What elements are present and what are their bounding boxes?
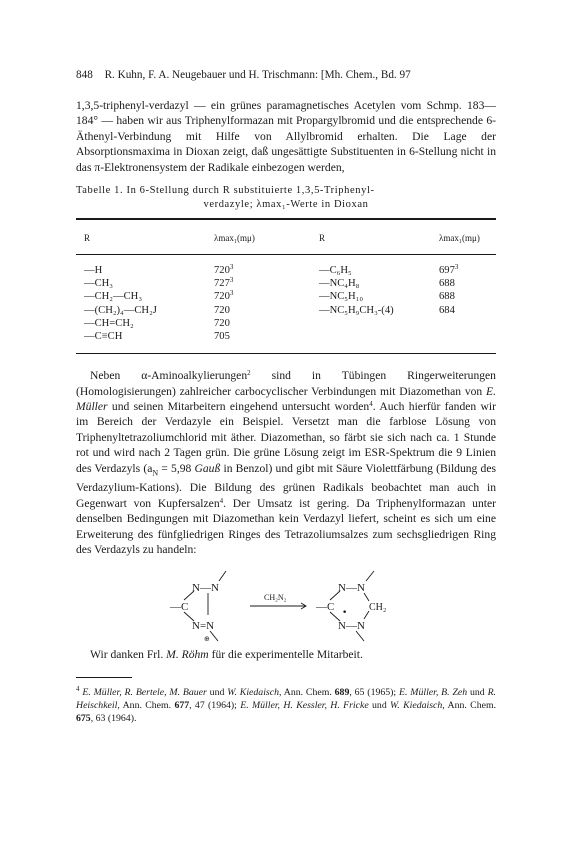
authors: W. Kiedaisch [227,686,279,698]
reference-mark: 3 [454,263,459,272]
text-run: , Ann. Chem. [117,699,175,711]
text-run: und [368,699,391,711]
lambda-cell-value: 720 [214,304,230,316]
text-run: , 63 (1964). [90,712,137,724]
text-run: . Der Umsatz ist gering. Da Triphenylformazan unter denselben Bedingungen mit Diazomethan kein Verdazyl liefert, scheint es sich um eine Erweiterung des fünfgliedrigen Ringes des Tetrazoliumsalzes zum sechsgliedrigen Ring des Verdazyls zu handeln: [76,496,496,557]
right-ch2: CH₂ [369,602,387,614]
substituent-cell [319,317,439,330]
substituent-cell-value: —CH₃ [84,278,114,290]
table-header-lambda2: λmax₁(mμ) [439,233,480,244]
person-name: M. Röhm [166,648,209,662]
substituent-cell-value: —(CH₂)₄—CH₂J [84,304,157,316]
text-run: für die experimentelle Mitarbeit. [208,648,363,662]
lambda-cell-value: 727 [214,278,230,290]
footnote-rule [76,677,132,678]
substituent-cell-value: —C≡CH [84,331,123,343]
table-caption-line2: verdazyle; λmax₁-Werte in Dioxan [203,199,369,211]
reference-mark: 3 [229,263,234,272]
text-run: sind in Tübingen Ringerweiterungen (Homologisierungen) zahlreicher carbocyclischer Verbindungen mit Diazomethan von [76,369,496,398]
text-run: und [206,686,228,698]
right-n-bottom: N—N [338,620,365,633]
right-c: —C [316,601,335,614]
substituent-cell [319,255,439,278]
lambda-cell [439,290,496,303]
reaction-scheme-drawing [76,569,496,647]
reaction-scheme [76,569,496,647]
substituent-cell [319,290,439,303]
reference-mark: 3 [229,276,234,285]
reference-mark: 2 [247,369,251,378]
substituent-cell [76,330,214,354]
reference-mark: 3 [229,289,234,298]
page [76,68,496,725]
text-run: , 47 (1964); [189,699,241,711]
lambda-cell [439,304,496,317]
authors: E. Müller, R. Bertele, M. Bauer [82,686,207,698]
left-c: —C [170,601,189,614]
text-run: . Auch hierfür fanden wir im Bereich der Verdazyle ein Beispiel. Versetzt man die farblose Lösung von Triphenyltetrazoliumchlorid mit äther. Diazomethan, so färbt sie sich nach ca. 1 Stunde rot und wird nach 2 Tagen grün. Die grüne Lösung zeigt im ESR-Spektrum die 9 Linien des Verdazyls (a [76,400,496,475]
lambda-cell-value: 697 [439,265,455,277]
substituent-cell [319,330,439,354]
subscript: N [152,468,159,477]
lambda-cell-value: 705 [214,331,230,343]
text-run: und seinen Mitarbeitern eingehend untersucht worden [107,400,370,414]
text-run: Neben α-Aminoalkylierungen [90,369,248,383]
substituent-cell [319,277,439,290]
authors: E. Müller, B. Zeh [399,686,468,698]
table-caption [76,184,496,212]
lambda-cell-value: 720 [214,265,230,277]
running-header [76,68,496,82]
reference-mark: 4 [219,496,224,505]
table-row [76,317,496,330]
table-row [76,277,496,290]
substituent-cell-value: —C₆H₅ [319,265,352,277]
running-title: R. Kuhn, F. A. Neugebauer und H. Trischmann: [Mh. Chem., Bd. 97 [104,69,411,81]
right-n-top: N—N [338,582,365,595]
radical-dot: • [342,608,348,619]
text-run: und [467,686,488,698]
table-row [76,290,496,303]
lambda-cell-value: 688 [439,291,455,303]
unit-name: Gauß [194,461,221,475]
substituent-cell-value: —NC₄H₈ [319,278,360,290]
acknowledgement [76,647,496,662]
authors: W. Kiedaisch [390,699,443,711]
left-n-bottom: N=N [192,620,215,633]
table-header-r2: R [319,233,326,244]
table-row [76,304,496,317]
lambda-cell [214,255,319,278]
authors: E. Müller, H. Kessler, H. Fricke [240,699,369,711]
lambda-cell [439,277,496,290]
lambda-cell [439,317,496,330]
lambda-cell-value: 720 [214,291,230,303]
lambda-cell-value: 720 [214,317,230,329]
text-run: , Ann. Chem. [442,699,497,711]
footnote-4 [76,686,496,725]
substituent-cell-value: —NC₅H₁₀ [319,291,364,303]
lambda-cell [214,304,319,317]
author-name: E. Müller [76,384,496,414]
substituent-cell [76,290,214,303]
homologation-paragraph [76,368,496,557]
substituent-cell [76,255,214,278]
lambda-cell-value: 688 [439,278,455,290]
substituent-cell [76,277,214,290]
lambda-cell [439,255,496,278]
table-row [76,330,496,354]
table-caption-line1: Tabelle 1. In 6-Stellung durch R substituierte 1,3,5-Triphenyl- [76,185,375,197]
table-header-r1: R [84,233,91,244]
substituent-cell-value: —CH=CH₂ [84,317,134,329]
left-positive-charge: ⊕ [204,635,210,644]
lambda-cell [439,330,496,354]
substituent-cell-value: —CH₂—CH₃ [84,291,143,303]
text-run: = 5,98 [158,461,195,475]
substituent-cell-value: —H [84,265,103,277]
substituent-cell-value: —NC₅H₉CH₃-(4) [319,304,394,316]
text-run: Wir danken Frl. [90,648,167,662]
volume: 675 [76,712,91,724]
lambda-cell [214,290,319,303]
lambda-cell-value: 684 [439,304,455,316]
reaction-arrow [250,603,306,609]
substituent-cell [319,304,439,317]
intro-paragraph: 1,3,5-triphenyl-verdazyl — ein grünes paramagnetisches Acetylen vom Schmp. 183—184° — haben wir aus Triphenylformazan mit Propargylbromid und die entsprechende 6-Äthenyl-Verbindung mit Hilfe von Allylbromid erhalten. Die Lage der Absorptionsmaxima in Dioxan zeigt, daß ungesättigte Substituenten in 6-Stellung nicht in das π-Elektronensystem der Radikale einbezogen werden, [76,99,496,174]
table-row [76,255,496,278]
table-header-lambda1: λmax₁(mμ) [214,233,255,244]
absorption-table [76,218,496,354]
lambda-cell [214,330,319,354]
reagent-label: CH₂N₂ [264,593,287,603]
lambda-cell [214,317,319,330]
text-run: in Benzol) und gibt mit Säure Violettfärbung (Bildung des Verdazylium-Kations). Die Bildung des grünen Radikals beobachtet man auch in Gegenwart von Kupfersalzen [76,461,496,510]
volume: 677 [174,699,190,711]
text-run: , Ann. Chem. [278,686,335,698]
text-run: , 65 (1965); [349,686,399,698]
substituent-cell [76,317,214,330]
substituent-cell [76,304,214,317]
footnote-number: 4 [76,684,80,693]
authors: R. Heischkeil [76,686,496,711]
volume: 689 [334,686,350,698]
reference-mark: 4 [369,400,373,409]
page-number: 848 [76,69,93,81]
left-n-top: N—N [192,582,219,595]
